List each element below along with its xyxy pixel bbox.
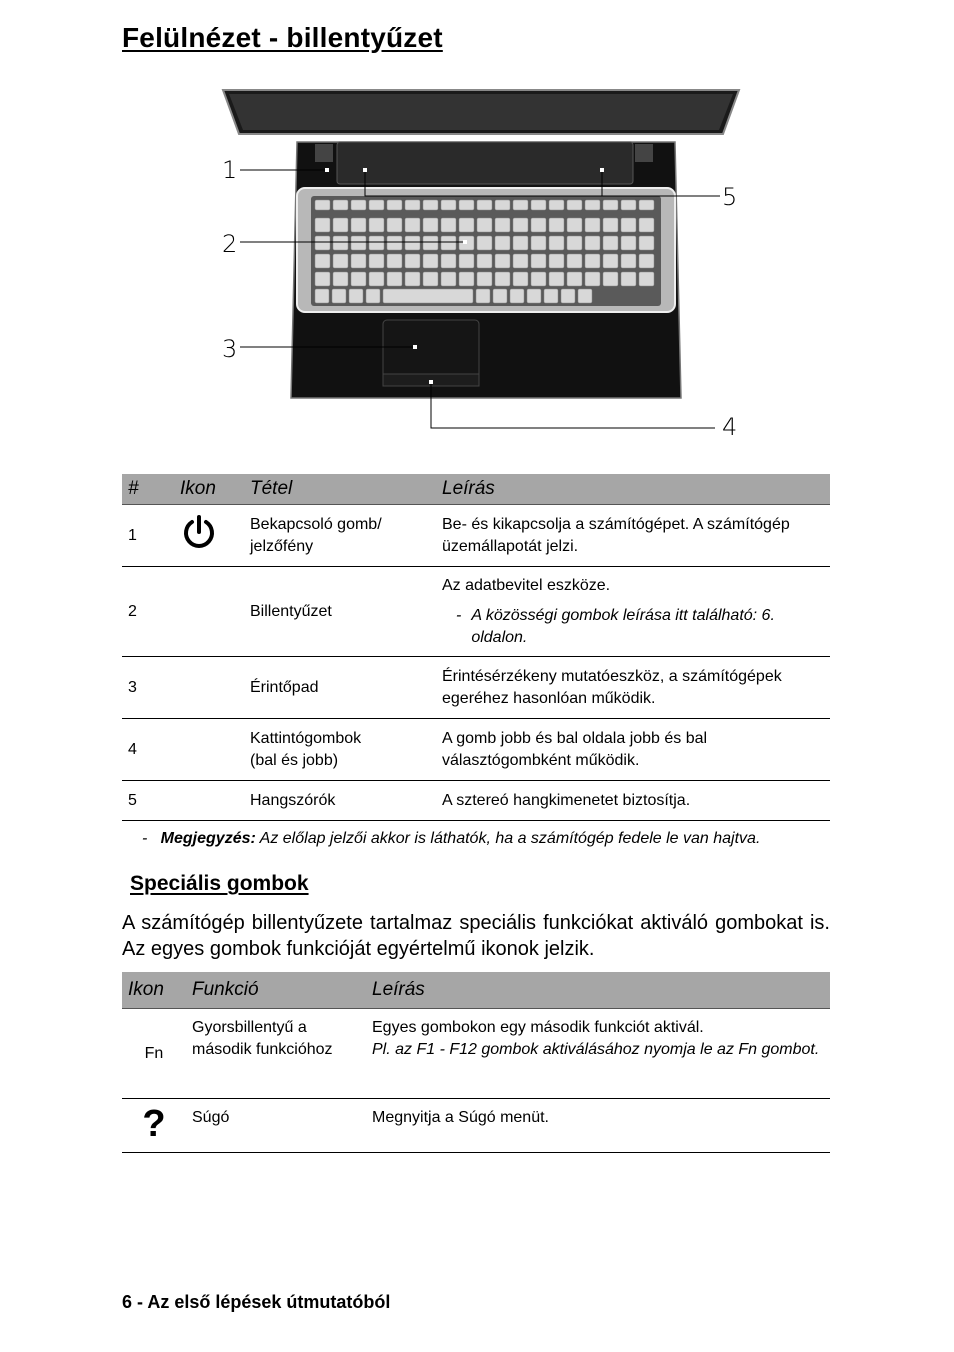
note-label: Megjegyzés: xyxy=(160,830,256,847)
components-table xyxy=(122,474,830,821)
table-row xyxy=(122,1009,830,1099)
keyboard-key xyxy=(477,218,492,232)
keyboard-key xyxy=(531,200,546,210)
keyboard-key xyxy=(477,254,492,268)
keyboard-key xyxy=(315,272,330,286)
keyboard-key xyxy=(387,272,402,286)
table-row xyxy=(122,1099,830,1153)
keyboard-key xyxy=(495,272,510,286)
keyboard-key xyxy=(567,200,582,210)
keyboard-key xyxy=(351,200,366,210)
row-description xyxy=(436,567,830,657)
keyboard-key xyxy=(585,218,600,232)
item-line: Kattintógombok xyxy=(250,729,362,747)
header-icon: Ikon xyxy=(174,474,244,505)
bullet-text: A közösségi gombok leírása itt található: 6. oldalon. xyxy=(471,606,775,646)
keyboard-key xyxy=(369,254,384,268)
keyboard-key xyxy=(405,272,420,286)
keyboard-key xyxy=(369,218,384,232)
special-keys-table xyxy=(122,972,830,1153)
keyboard-key xyxy=(332,289,346,303)
keyboard-key xyxy=(531,254,546,268)
row-function: Gyorsbillentyű a második funkcióhoz xyxy=(186,1009,366,1099)
keyboard-key xyxy=(383,289,473,303)
keyboard-key xyxy=(549,272,564,286)
help-question-icon: ? xyxy=(122,1099,186,1153)
keyboard-key xyxy=(603,200,618,210)
keyboard-key xyxy=(477,236,492,250)
keyboard-key xyxy=(405,200,420,210)
keyboard-key xyxy=(603,218,618,232)
keyboard-key xyxy=(333,236,348,250)
keyboard-key xyxy=(513,254,528,268)
keyboard-key xyxy=(531,272,546,286)
note-text: Az előlap jelzői akkor is láthatók, ha a számítógép fedele le van hajtva. xyxy=(255,830,761,847)
keyboard-key xyxy=(423,272,438,286)
laptop-top-view-illustration xyxy=(215,82,755,452)
bullet-dash: - xyxy=(456,606,462,624)
row-number: 2 xyxy=(122,567,174,657)
keyboard-key xyxy=(639,218,654,232)
row-icon-empty xyxy=(174,781,244,821)
keyboard-key xyxy=(387,236,402,250)
keyboard-key xyxy=(476,289,490,303)
keyboard-key xyxy=(423,200,438,210)
keyboard-key xyxy=(531,218,546,232)
keyboard-key xyxy=(333,200,348,210)
keyboard-key xyxy=(351,218,366,232)
header-description: Leírás xyxy=(436,474,830,505)
keyboard-key xyxy=(578,289,592,303)
callout-3: 3 xyxy=(222,335,238,363)
item-line: Bekapcsoló gomb/ xyxy=(250,515,382,533)
keyboard-key xyxy=(567,272,582,286)
row-icon-empty xyxy=(174,719,244,781)
row-number: 5 xyxy=(122,781,174,821)
row-description: Megnyitja a Súgó menüt. xyxy=(366,1099,830,1153)
keyboard-key xyxy=(621,200,636,210)
keyboard-key xyxy=(495,200,510,210)
callout-1: 1 xyxy=(222,156,238,184)
keyboard-key xyxy=(441,254,456,268)
keyboard-key xyxy=(459,200,474,210)
keyboard-key xyxy=(351,254,366,268)
keyboard-key xyxy=(405,218,420,232)
keyboard-key xyxy=(513,200,528,210)
description-text: Az adatbevitel eszköze. xyxy=(442,576,611,594)
description-text: Egyes gombokon egy második funkciót aktivál. xyxy=(372,1019,704,1036)
keyboard-key xyxy=(459,272,474,286)
keyboard-key xyxy=(387,200,402,210)
keyboard-key xyxy=(441,272,456,286)
row-item: Billentyűzet xyxy=(244,567,436,657)
row-description xyxy=(366,1009,830,1099)
keyboard-key xyxy=(549,236,564,250)
keyboard-key xyxy=(567,254,582,268)
keyboard-key xyxy=(405,236,420,250)
keyboard-key xyxy=(549,254,564,268)
keyboard-key xyxy=(477,272,492,286)
keyboard-key xyxy=(621,254,636,268)
keyboard-key xyxy=(585,272,600,286)
row-icon-empty xyxy=(174,657,244,719)
item-line: (bal és jobb) xyxy=(250,751,339,769)
row-item xyxy=(244,719,436,781)
keyboard-key xyxy=(561,289,575,303)
keyboard-key xyxy=(349,289,363,303)
keyboard-key xyxy=(639,272,654,286)
keyboard-key xyxy=(510,289,524,303)
intro-paragraph: A számítógép billentyűzete tartalmaz speciális funkciókat aktiváló gombokat is. Az egyes gombok funkcióját egyértelmű ikonok jelzik. xyxy=(122,912,830,960)
header-item: Tétel xyxy=(244,474,436,505)
keyboard-key xyxy=(531,236,546,250)
table-row xyxy=(122,719,830,781)
keyboard-key xyxy=(441,200,456,210)
keyboard-key xyxy=(603,236,618,250)
row-description: A gomb jobb és bal oldala jobb és bal választógombként működik. xyxy=(436,719,830,781)
power-icon xyxy=(174,505,244,567)
fn-key-icon: Fn xyxy=(122,1009,186,1099)
keyboard-key xyxy=(544,289,558,303)
header-description: Leírás xyxy=(366,972,830,1009)
header-function: Funkció xyxy=(186,972,366,1009)
keyboard-key xyxy=(423,236,438,250)
keyboard-key xyxy=(315,289,329,303)
keyboard-key xyxy=(567,236,582,250)
keyboard-key xyxy=(621,218,636,232)
row-function: Súgó xyxy=(186,1099,366,1153)
keyboard-key xyxy=(549,218,564,232)
keyboard-key xyxy=(639,254,654,268)
keyboard-key xyxy=(639,236,654,250)
keyboard-key xyxy=(333,218,348,232)
keyboard-key xyxy=(369,272,384,286)
section-title: Speciális gombok xyxy=(130,872,309,895)
keyboard-key xyxy=(477,200,492,210)
keyboard-key xyxy=(423,218,438,232)
row-item xyxy=(244,505,436,567)
keyboard-key xyxy=(585,236,600,250)
page-title: Felülnézet - billentyűzet xyxy=(122,22,443,53)
keyboard-key xyxy=(441,236,456,250)
row-description: Érintésérzékeny mutatóeszköz, a számítógépek egeréhez hasonlóan működik. xyxy=(436,657,830,719)
bullet-item xyxy=(442,605,824,649)
keyboard-key xyxy=(513,272,528,286)
callout-4: 4 xyxy=(722,413,738,441)
row-description: A sztereó hangkimenetet biztosítja. xyxy=(436,781,830,821)
keyboard-key xyxy=(603,272,618,286)
keyboard-key xyxy=(495,254,510,268)
keyboard-key xyxy=(459,254,474,268)
keyboard-key xyxy=(333,272,348,286)
keyboard-key xyxy=(333,254,348,268)
keyboard-key xyxy=(369,200,384,210)
keyboard-key xyxy=(387,218,402,232)
table-row xyxy=(122,657,830,719)
keyboard-key xyxy=(351,272,366,286)
callout-2: 2 xyxy=(222,230,238,258)
keyboard-key xyxy=(495,236,510,250)
keyboard-key xyxy=(387,254,402,268)
keyboard-key xyxy=(549,200,564,210)
keyboard-key xyxy=(315,254,330,268)
row-number: 3 xyxy=(122,657,174,719)
keyboard-key xyxy=(351,236,366,250)
row-item: Hangszórók xyxy=(244,781,436,821)
keyboard-key xyxy=(639,200,654,210)
note-dash: - xyxy=(142,830,148,847)
keyboard-key xyxy=(315,200,330,210)
keyboard-key xyxy=(567,218,582,232)
description-example: Pl. az F1 - F12 gombok aktiválásához nyomja le az Fn gombot. xyxy=(372,1041,820,1058)
keyboard-key xyxy=(493,289,507,303)
keyboard-key xyxy=(585,254,600,268)
keyboard-key xyxy=(621,236,636,250)
row-number: 1 xyxy=(122,505,174,567)
row-number: 4 xyxy=(122,719,174,781)
keyboard-key xyxy=(423,254,438,268)
table-row xyxy=(122,781,830,821)
keyboard-key xyxy=(459,218,474,232)
row-description: Be- és kikapcsolja a számítógépet. A számítógép üzemállapotát jelzi. xyxy=(436,505,830,567)
page-footer: 6 - Az első lépések útmutatóból xyxy=(122,1292,391,1312)
table-row xyxy=(122,505,830,567)
keyboard-key xyxy=(585,200,600,210)
keyboard-key xyxy=(315,236,330,250)
keyboard-key xyxy=(366,289,380,303)
keyboard-key xyxy=(527,289,541,303)
row-item: Érintőpad xyxy=(244,657,436,719)
keyboard-key xyxy=(315,218,330,232)
item-line: jelzőfény xyxy=(250,537,314,555)
keyboard-key xyxy=(513,218,528,232)
header-number: # xyxy=(122,474,174,505)
table-row xyxy=(122,567,830,657)
row-icon-empty xyxy=(174,567,244,657)
keyboard-key xyxy=(621,272,636,286)
callout-5: 5 xyxy=(722,183,738,211)
keyboard-key xyxy=(495,218,510,232)
header-icon: Ikon xyxy=(122,972,186,1009)
keyboard-key xyxy=(441,218,456,232)
keyboard-key xyxy=(603,254,618,268)
keyboard-key xyxy=(405,254,420,268)
keyboard-key xyxy=(513,236,528,250)
table-header-row xyxy=(122,474,830,505)
table-header-row xyxy=(122,972,830,1009)
note xyxy=(142,830,760,848)
keyboard-key xyxy=(369,236,384,250)
